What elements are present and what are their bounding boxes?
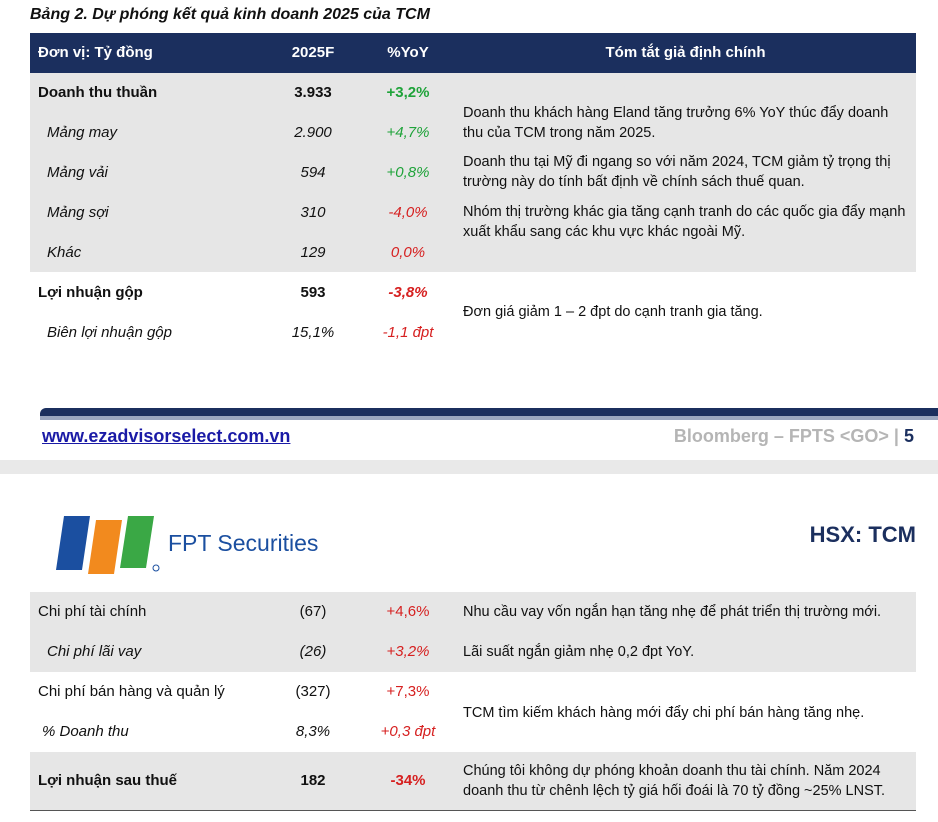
row-label-garment: Mảng may <box>47 124 118 141</box>
row-label-fabric: Mảng vải <box>47 164 108 181</box>
row-yoy-sga: +7,3% <box>386 683 430 700</box>
fpt-logo-icon <box>52 512 164 574</box>
row-value-interest-cost: (26) <box>299 643 327 660</box>
website-link[interactable]: www.ezadvisorselect.com.vn <box>42 426 291 446</box>
row-value-finance-cost: (67) <box>299 603 327 620</box>
row-yoy-yarn: -4,0% <box>388 204 428 221</box>
logo-text: FPT Securities <box>168 530 319 556</box>
row-value-net-profit: 182 <box>300 772 326 789</box>
note-interest-rate: Lãi suất ngắn giảm nhẹ 0,2 đpt YoY. <box>463 644 695 660</box>
page-number: 5 <box>903 426 914 446</box>
row-label-sga-ratio: % Doanh thu <box>42 723 129 740</box>
row-yoy-sga-ratio: +0,3 đpt <box>380 723 436 740</box>
row-yoy-revenue: +3,2% <box>386 84 430 101</box>
note-short-term-loans: Nhu cầu vay vốn ngắn hạn tăng nhẹ để phát triển thị trường mới. <box>463 604 882 620</box>
footer-bar <box>40 408 938 416</box>
row-label-gross-profit: Lợi nhuận gộp <box>38 284 143 301</box>
note-eland: Doanh thu khách hàng Eland tăng trưởng 6% YoY thúc đẩy doanh thu của TCM trong năm 2025. <box>463 105 889 141</box>
row-label-other: Khác <box>47 244 82 261</box>
row-value-revenue: 3.933 <box>294 84 332 101</box>
row-value-sga-ratio: 8,3% <box>295 723 331 740</box>
header-unit: Đơn vị: Tỷ đồng <box>38 44 153 61</box>
footer-source <box>674 426 914 447</box>
row-yoy-finance-cost: +4,6% <box>386 603 430 620</box>
row-value-gross-profit: 593 <box>300 284 326 301</box>
row-value-garment: 2.900 <box>294 124 332 141</box>
note-other-markets: Nhóm thị trường khác gia tăng cạnh tranh do các quốc gia đẩy mạnh xuất khẩu sang các khu vực khác ngoài Mỹ. <box>463 204 906 240</box>
ticker-label: HSX: TCM <box>809 522 916 547</box>
header-summary: Tóm tắt giả định chính <box>605 44 766 61</box>
row-label-finance-cost: Chi phí tài chính <box>38 603 147 620</box>
row-yoy-gross-profit: -3,8% <box>388 284 428 301</box>
row-label-gross-margin: Biên lợi nhuận gộp <box>47 324 172 341</box>
row-label-revenue: Doanh thu thuần <box>38 84 158 101</box>
row-label-sga: Chi phí bán hàng và quản lý <box>38 683 225 700</box>
footer-bar-accent <box>40 416 938 420</box>
table-caption: Bảng 2. Dự phóng kết quả kinh doanh 2025 của TCM <box>30 6 430 23</box>
row-yoy-fabric: +0,8% <box>386 164 430 181</box>
row-label-yarn: Mảng sợi <box>47 204 109 221</box>
row-yoy-gross-margin: -1,1 đpt <box>382 324 434 341</box>
header-yoy: %YoY <box>387 44 429 61</box>
row-yoy-garment: +4,7% <box>386 124 430 141</box>
header-year: 2025F <box>291 44 335 61</box>
row-value-fabric: 594 <box>300 164 326 181</box>
row-label-interest-cost: Chi phí lãi vay <box>47 643 142 660</box>
table-header <box>30 33 916 73</box>
note-sga: TCM tìm kiếm khách hàng mới đẩy chi phí bán hàng tăng nhẹ. <box>463 705 865 721</box>
row-value-other: 129 <box>300 244 326 261</box>
row-value-yarn: 310 <box>300 204 326 221</box>
note-us-market: Doanh thu tại Mỹ đi ngang so với năm 2024, TCM giảm tỷ trọng thị trường này do tính bất định về chính sách thuế quan. <box>463 154 891 190</box>
table-bottom-rule <box>30 810 916 811</box>
row-yoy-interest-cost: +3,2% <box>386 643 430 660</box>
row-yoy-other: 0,0% <box>390 244 426 261</box>
row-yoy-net-profit: -34% <box>390 772 426 789</box>
page-break <box>0 460 938 474</box>
row-value-gross-margin: 15,1% <box>291 324 335 341</box>
footer-source-text: Bloomberg – FPTS <GO> | <box>673 426 899 446</box>
row-value-sga: (327) <box>295 683 331 700</box>
note-unit-price: Đơn giá giảm 1 – 2 đpt do cạnh tranh gia tăng. <box>463 304 763 320</box>
row-label-net-profit: Lợi nhuận sau thuế <box>38 772 177 789</box>
note-financial-income: Chúng tôi không dự phóng khoản doanh thu tài chính. Năm 2024 doanh thu từ chênh lệch tỷ giá hối đoái là 70 tỷ đồng ~25% LNST. <box>463 763 886 799</box>
